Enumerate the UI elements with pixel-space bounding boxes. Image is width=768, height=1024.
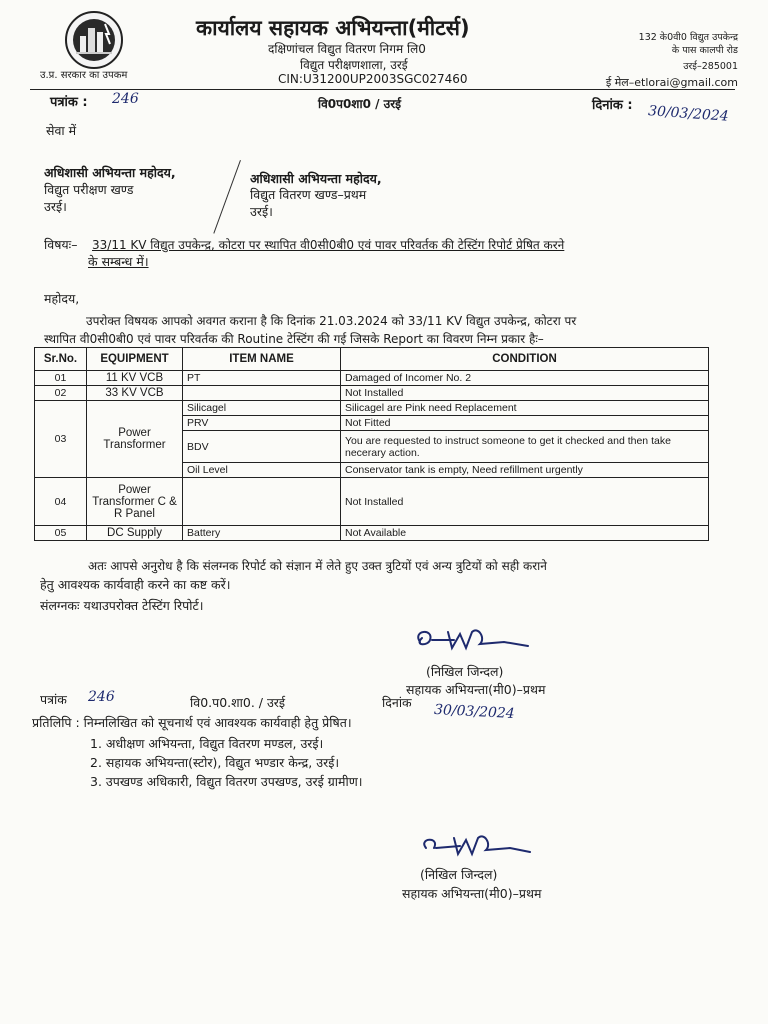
cell-condition: Not Installed [341, 478, 709, 526]
slash-divider [213, 160, 241, 234]
cell-sr: 05 [35, 526, 87, 541]
addressee-2-office: विद्युत वितरण खण्ड–प्रथम [250, 187, 367, 202]
cell-equipment: Power Transformer [87, 401, 183, 478]
cell-item: Battery [183, 526, 341, 541]
header-divider [30, 89, 735, 90]
table-row [35, 371, 709, 386]
ref-label: पत्रांक : [50, 95, 88, 110]
addressee-1-title: अधिशासी अभियन्ता महोदय, [44, 165, 176, 180]
date-value: 30/03/2024 [647, 103, 730, 125]
col-header-equipment: EQUIPMENT [87, 348, 183, 371]
copy-recipient: 1. अधीक्षण अभियन्ता, विद्युत वितरण मण्डल, उरई। [90, 736, 324, 751]
copy-date-value: 30/03/2024 [433, 701, 516, 723]
cell-condition: You are requested to instruct someone to get it checked and then take necerary action. [341, 431, 709, 463]
subject-label: विषयः– [44, 237, 78, 252]
cell-item: PT [183, 371, 341, 386]
address-line: 132 के0वी0 विद्युत उपकेन्द्र [638, 32, 738, 43]
cell-item: BDV [183, 431, 341, 463]
signatory-name: (निखिल जिन्दल) [420, 867, 498, 882]
addressee-1-office: विद्युत परीक्षण खण्ड [44, 182, 134, 197]
copy-ref-label: पत्रांक [40, 692, 67, 707]
cell-item [183, 478, 341, 526]
cell-equipment: DC Supply [87, 526, 183, 541]
cell-condition: Damaged of Incomer No. 2 [341, 371, 709, 386]
copy-ref-number: 246 [88, 689, 115, 705]
copy-dept-code: वि0.प0.शा0. / उरई [190, 695, 286, 710]
body-paragraph-cont: स्थापित वी0सी0बी0 एवं पावर परिवर्तक की Routine टेस्टिंग की गई जिसके Report का विवरण निम्न प्रकार हैः– [44, 332, 544, 346]
cell-item [183, 386, 341, 401]
table-row [35, 526, 709, 541]
address-line: उरई–285001 [683, 61, 738, 72]
cell-sr: 03 [35, 401, 87, 478]
signature-1 [408, 620, 538, 660]
enclosure-note: संलग्नकः यथाउपरोक्त टेस्टिंग रिपोर्ट। [40, 598, 204, 613]
cell-condition: Conservator tank is empty, Need refillment urgently [341, 463, 709, 478]
body-paragraph: उपरोक्त विषयक आपको अवगत कराना है कि दिनांक 21.03.2024 को 33/11 KV विद्युत उपकेन्द्र, कोटरा पर [86, 314, 577, 328]
cell-condition: Not Installed [341, 386, 709, 401]
lab-name: विद्युत परीक्षणशाला, उरई [300, 58, 408, 72]
org-name: दक्षिणांचल विद्युत वितरण निगम लि0 [268, 42, 426, 56]
cell-condition: Not Available [341, 526, 709, 541]
cell-item: PRV [183, 416, 341, 431]
request-paragraph: अतः आपसे अनुरोध है कि संलग्नक रिपोर्ट को संज्ञान में लेते हुए उक्त त्रुटियों एवं अन्य त्रुटियों को सही कराने [88, 559, 547, 573]
signatory-designation: सहायक अभियन्ता(मी0)–प्रथम [402, 886, 542, 901]
col-header-item: ITEM NAME [183, 348, 341, 371]
addressee-2-city: उरई। [250, 204, 273, 219]
table-row [35, 478, 709, 526]
subject-text: 33/11 KV विद्युत उपकेन्द्र, कोटरा पर स्थापित वी0सी0बी0 एवं पावर परिवर्तक की टेस्टिंग रिपोर्ट प्रेषित करने [92, 238, 565, 252]
logo-caption: उ.प्र. सरकार का उपकम [40, 70, 128, 81]
dept-code: वि0प0शा0 / उरई [318, 97, 402, 111]
copy-recipient: 3. उपखण्ड अधिकारी, विद्युत वितरण उपखण्ड, उरई ग्रामीण। [90, 774, 363, 789]
cell-equipment: Power Transformer C & R Panel [87, 478, 183, 526]
email-line: ई मेल–etlorai@gmail.com [605, 76, 738, 89]
salutation: सेवा में [46, 123, 77, 138]
cell-condition: Not Fitted [341, 416, 709, 431]
signatory-name: (निखिल जिन्दल) [426, 664, 504, 679]
table-row [35, 386, 709, 401]
cell-sr: 02 [35, 386, 87, 401]
signature-2 [412, 828, 542, 864]
cell-equipment: 33 KV VCB [87, 386, 183, 401]
cin-number: CIN:U31200UP2003SGC027460 [278, 72, 468, 86]
addressee-1-city: उरई। [44, 199, 67, 214]
copy-recipient: 2. सहायक अभियन्ता(स्टोर), विद्युत भण्डार केन्द्र, उरई। [90, 755, 340, 770]
cell-item: Silicagel [183, 401, 341, 416]
copy-date-label: दिनांक [382, 695, 412, 710]
table-row [35, 401, 709, 416]
signatory-designation: सहायक अभियन्ता(मी0)–प्रथम [406, 682, 546, 697]
col-header-condition: CONDITION [341, 348, 709, 371]
cell-sr: 04 [35, 478, 87, 526]
cell-equipment: 11 KV VCB [87, 371, 183, 386]
test-report-table [34, 347, 709, 541]
company-logo [62, 10, 126, 70]
address-line: के पास कालपी रोड [671, 45, 738, 56]
addressee-2-title: अधिशासी अभियन्ता महोदय, [250, 171, 382, 186]
subject-text-cont: के सम्बन्ध में। [88, 254, 149, 269]
ref-number: 246 [112, 91, 139, 107]
col-header-sr: Sr.No. [35, 348, 87, 371]
cell-condition: Silicagel are Pink need Replacement [341, 401, 709, 416]
copy-heading: प्रतिलिपि : निम्नलिखित को सूचनार्थ एवं आवश्यक कार्यवाही हेतु प्रेषित। [32, 715, 352, 730]
office-title: कार्यालय सहायक अभियन्ता(मीटर्स) [196, 16, 470, 40]
cell-item: Oil Level [183, 463, 341, 478]
request-paragraph-cont: हेतु आवश्यक कार्यवाही करने का कष्ट करें। [40, 577, 231, 592]
date-label: दिनांक : [592, 98, 633, 113]
table-header-row [35, 348, 709, 371]
cell-sr: 01 [35, 371, 87, 386]
greeting: महोदय, [44, 291, 80, 306]
